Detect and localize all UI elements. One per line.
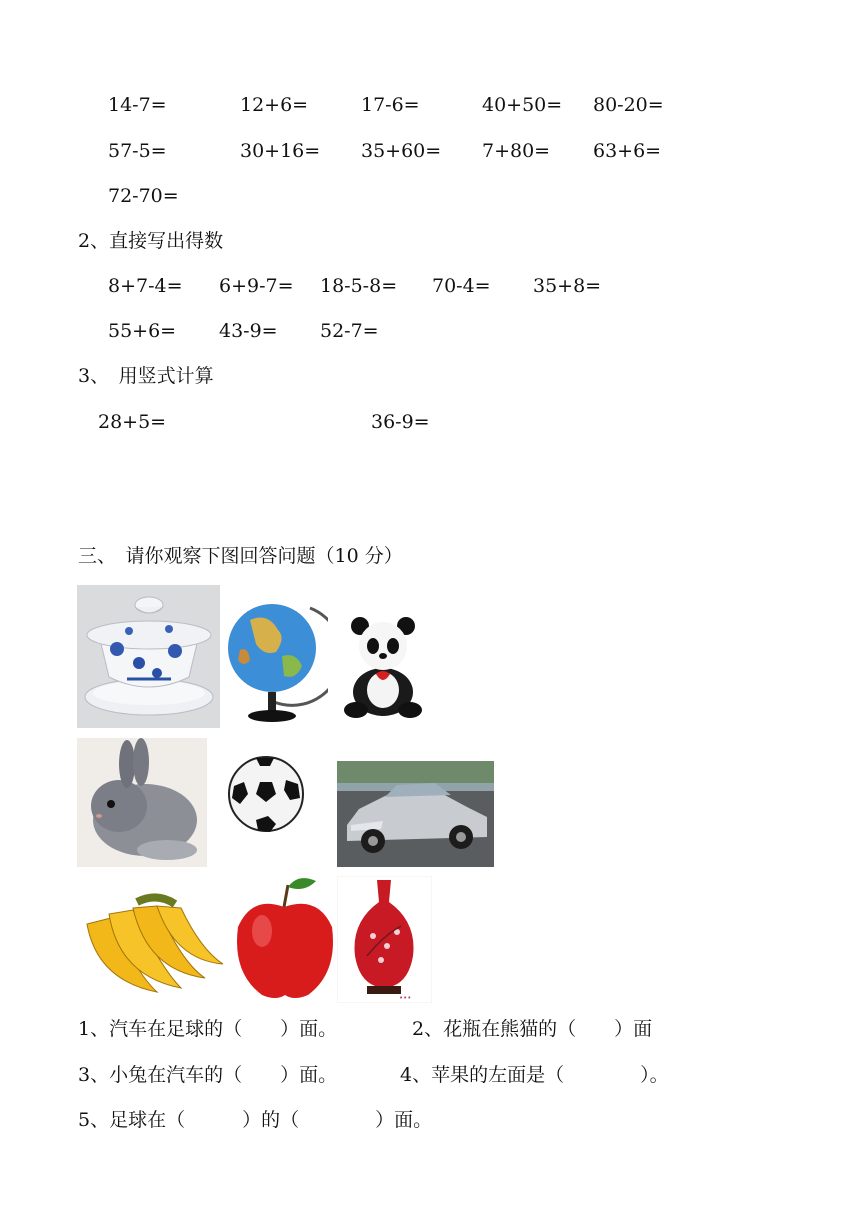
exercise-item: 6+9-7= <box>219 275 294 297</box>
panda-icon <box>340 616 426 720</box>
section-heading: 2、直接写出得数 <box>78 230 224 252</box>
soccer-ball-icon <box>226 754 306 834</box>
vase-icon <box>337 876 432 1003</box>
svg-text:•••: ••• <box>399 994 412 1002</box>
exercise-item: 18-5-8= <box>320 275 398 297</box>
exercise-item: 30+16= <box>240 140 321 162</box>
exercise-item: 35+60= <box>361 140 442 162</box>
exercise-item: 8+7-4= <box>108 275 183 297</box>
exercise-item: 80-20= <box>593 94 664 116</box>
section-heading: 3、 用竖式计算 <box>78 365 214 387</box>
exercise-item: 36-9= <box>371 411 430 433</box>
exercise-item: 63+6= <box>593 140 662 162</box>
banana-icon <box>77 884 229 1000</box>
exercise-item: 72-70= <box>108 185 179 207</box>
exercise-item: 70-4= <box>432 275 491 297</box>
car-icon <box>337 761 494 867</box>
apple-icon <box>232 873 338 1001</box>
question-1: 1、汽车在足球的（ ）面。 <box>78 1018 338 1040</box>
question-2: 2、花瓶在熊猫的（ ）面 <box>412 1018 653 1040</box>
exercise-item: 28+5= <box>98 411 167 433</box>
question-4: 4、苹果的左面是（ ）。 <box>400 1064 669 1086</box>
exercise-item: 35+8= <box>533 275 602 297</box>
question-5: 5、足球在（ ）的（ ）面。 <box>78 1109 433 1131</box>
exercise-item: 40+50= <box>482 94 563 116</box>
globe-icon <box>220 590 328 726</box>
exercise-item: 7+80= <box>482 140 551 162</box>
exercise-item: 12+6= <box>240 94 309 116</box>
rabbit-icon <box>77 738 207 867</box>
exercise-item: 55+6= <box>108 320 177 342</box>
exercise-item: 57-5= <box>108 140 167 162</box>
part-heading: 三、 请你观察下图回答问题（10 分） <box>78 545 403 567</box>
exercise-item: 17-6= <box>361 94 420 116</box>
question-3: 3、小兔在汽车的（ ）面。 <box>78 1064 338 1086</box>
exercise-item: 43-9= <box>219 320 278 342</box>
exercise-item: 14-7= <box>108 94 167 116</box>
teacup-icon <box>77 585 220 728</box>
exercise-item: 52-7= <box>320 320 379 342</box>
